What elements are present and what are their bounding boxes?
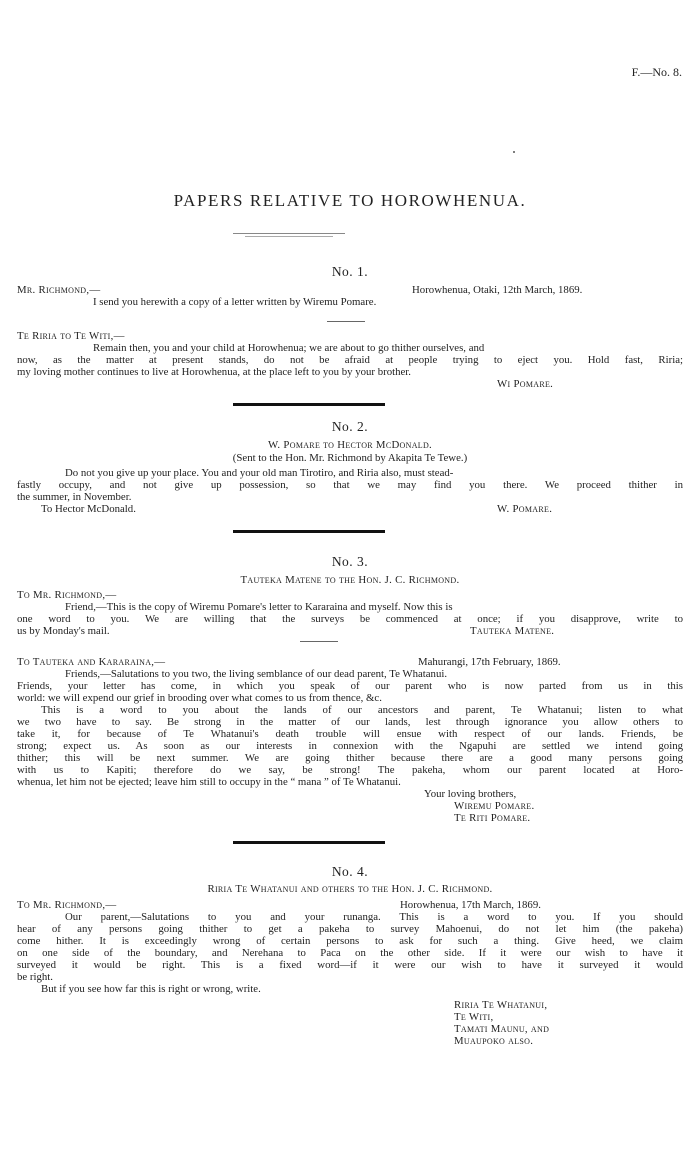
body-line: Do not you give up your place. You and your old man Tirotiro, and Riria also, must stead- xyxy=(65,467,454,479)
body-line: Friends, your letter has come, in which you speak of our parent who is now parted from us in this xyxy=(17,680,683,692)
body-line: fastly occupy, and not give up possession, so that we may find you there. We proceed thither in xyxy=(17,479,683,491)
section-heading-no3: No. 3. xyxy=(331,554,369,569)
signature-no1: Wi Pomare. xyxy=(497,378,554,390)
section-divider xyxy=(233,403,385,406)
closing-no3: Your loving brothers, xyxy=(424,788,517,800)
section-heading-no2: No. 2. xyxy=(331,419,369,434)
body-line: world: we will expend our grief in brooding over what comes to us from thence, &c. xyxy=(17,692,382,704)
body-line: Friend,—This is the copy of Wiremu Pomare's letter to Kararaina and myself. Now this is xyxy=(65,601,453,613)
note-no2: (Sent to the Hon. Mr. Richmond by Akapita Te Tewe.) xyxy=(232,452,468,464)
body-line: we two have to say. Be strong in the matter of our lands, lest through ignorance you allow others to xyxy=(17,716,683,728)
body-line: with us to Kapiti; therefore do we say, be strong! The pakeha, whom our parent located at Horo- xyxy=(17,764,683,776)
intro-no1: I send you herewith a copy of a letter written by Wiremu Pomare. xyxy=(93,296,377,308)
ink-speck xyxy=(513,151,515,153)
addressee-no3-b: To Tauteka and Kararaina,— xyxy=(17,656,166,668)
body-line: strong; expect us. As soon as our interests in connexion with the Ngapuhi are settled we intend going xyxy=(17,740,683,752)
signature-no4: Tamati Maunu, and xyxy=(454,1023,550,1035)
title-ornament-rule xyxy=(233,233,345,234)
dateline-no1: Horowhenua, Otaki, 12th March, 1869. xyxy=(412,284,583,296)
addressee-no4: To Mr. Richmond,— xyxy=(17,899,117,911)
body-line: my loving mother continues to live at Horowhenua, at the place left to you by your brother. xyxy=(17,366,411,378)
body-line: come hither. It is exceedingly wrong of certain persons to ask for such a thing. Give heed, we claim xyxy=(17,935,683,947)
body-line: hear of any persons going thither to get a pakeha to survey Mahoenui, do not let him (the pakeha) xyxy=(17,923,683,935)
subheading-no4: Riria Te Whatanui and others to the Hon. J. C. Richmond. xyxy=(207,883,493,895)
salutation-no1: Te Riria to Te Witi,— xyxy=(17,330,125,342)
signature-no4: Te Witi, xyxy=(454,1011,494,1023)
signature-no4: Muaupoko also. xyxy=(454,1035,534,1047)
body-line: Friends,—Salutations to you two, the living semblance of our dead parent, Te Whatanui. xyxy=(65,668,448,680)
short-rule xyxy=(327,321,365,322)
body-line: surveyed it would be right. This is a fixed word—if it were our wish to have it surveyed it would xyxy=(17,959,683,971)
page-reference: F.—No. 8. xyxy=(631,65,682,79)
title-ornament-rule xyxy=(245,236,333,237)
addressee-no3: To Mr. Richmond,— xyxy=(17,589,117,601)
body-line: one word to you. We are willing that the surveys be commenced at once; if you disapprove, write to xyxy=(17,613,683,625)
closing-no4: But if you see how far this is right or wrong, write. xyxy=(41,983,261,995)
section-divider xyxy=(233,841,385,844)
body-line: Remain then, you and your child at Horowhenua; we are about to go thither ourselves, and xyxy=(93,342,485,354)
addressee-no1: Mr. Richmond,— xyxy=(17,284,101,296)
body-line: be right. xyxy=(17,971,53,983)
body-line: thither; this will be next summer. We are going thither because there are a good many persons going xyxy=(17,752,683,764)
body-line: on one side of the boundary, and Nerehana to Paca on the other side. If it were our wish to have it xyxy=(17,947,683,959)
subheading-no2: W. Pomare to Hector McDonald. xyxy=(267,439,433,451)
document-title: PAPERS RELATIVE TO HOROWHENUA. xyxy=(173,191,527,210)
signature-no3-b: Wiremu Pomare. xyxy=(454,800,535,812)
to-line-no2: To Hector McDonald. xyxy=(41,503,136,515)
section-heading-no4: No. 4. xyxy=(331,864,369,879)
signature-no3-c: Te Riti Pomare. xyxy=(454,812,531,824)
subheading-no3: Tauteka Matene to the Hon. J. C. Richmond. xyxy=(240,574,460,586)
section-divider xyxy=(233,530,385,533)
body-line: now, as the matter at present stands, do not be afraid at people trying to eject you. Hold fast, Riria; xyxy=(17,354,683,366)
dateline-no4: Horowhenua, 17th March, 1869. xyxy=(400,899,541,911)
signature-no4: Riria Te Whatanui, xyxy=(454,999,548,1011)
body-line: This is a word to you about the lands of our ancestors and parent, Te Whatanui; listen to what xyxy=(41,704,683,716)
short-rule xyxy=(300,641,338,642)
section-heading-no1: No. 1. xyxy=(331,264,369,279)
body-line: the summer, in November. xyxy=(17,491,132,503)
body-line: us by Monday's mail. xyxy=(17,625,110,637)
dateline-no3: Mahurangi, 17th February, 1869. xyxy=(418,656,561,668)
body-line: whenua, let him not be ejected; leave him still to occupy in the “ mana ” of Te Whatanui. xyxy=(17,776,401,788)
body-line: Our parent,—Salutations to you and your runanga. This is a word to you. If you should xyxy=(65,911,683,923)
body-line: take it, for because of Te Whatanui's death trouble will ensue with respect of our lands. Friends, be xyxy=(17,728,683,740)
signature-no2: W. Pomare. xyxy=(497,503,553,515)
signature-no3-a: Tauteka Matene. xyxy=(470,625,555,637)
